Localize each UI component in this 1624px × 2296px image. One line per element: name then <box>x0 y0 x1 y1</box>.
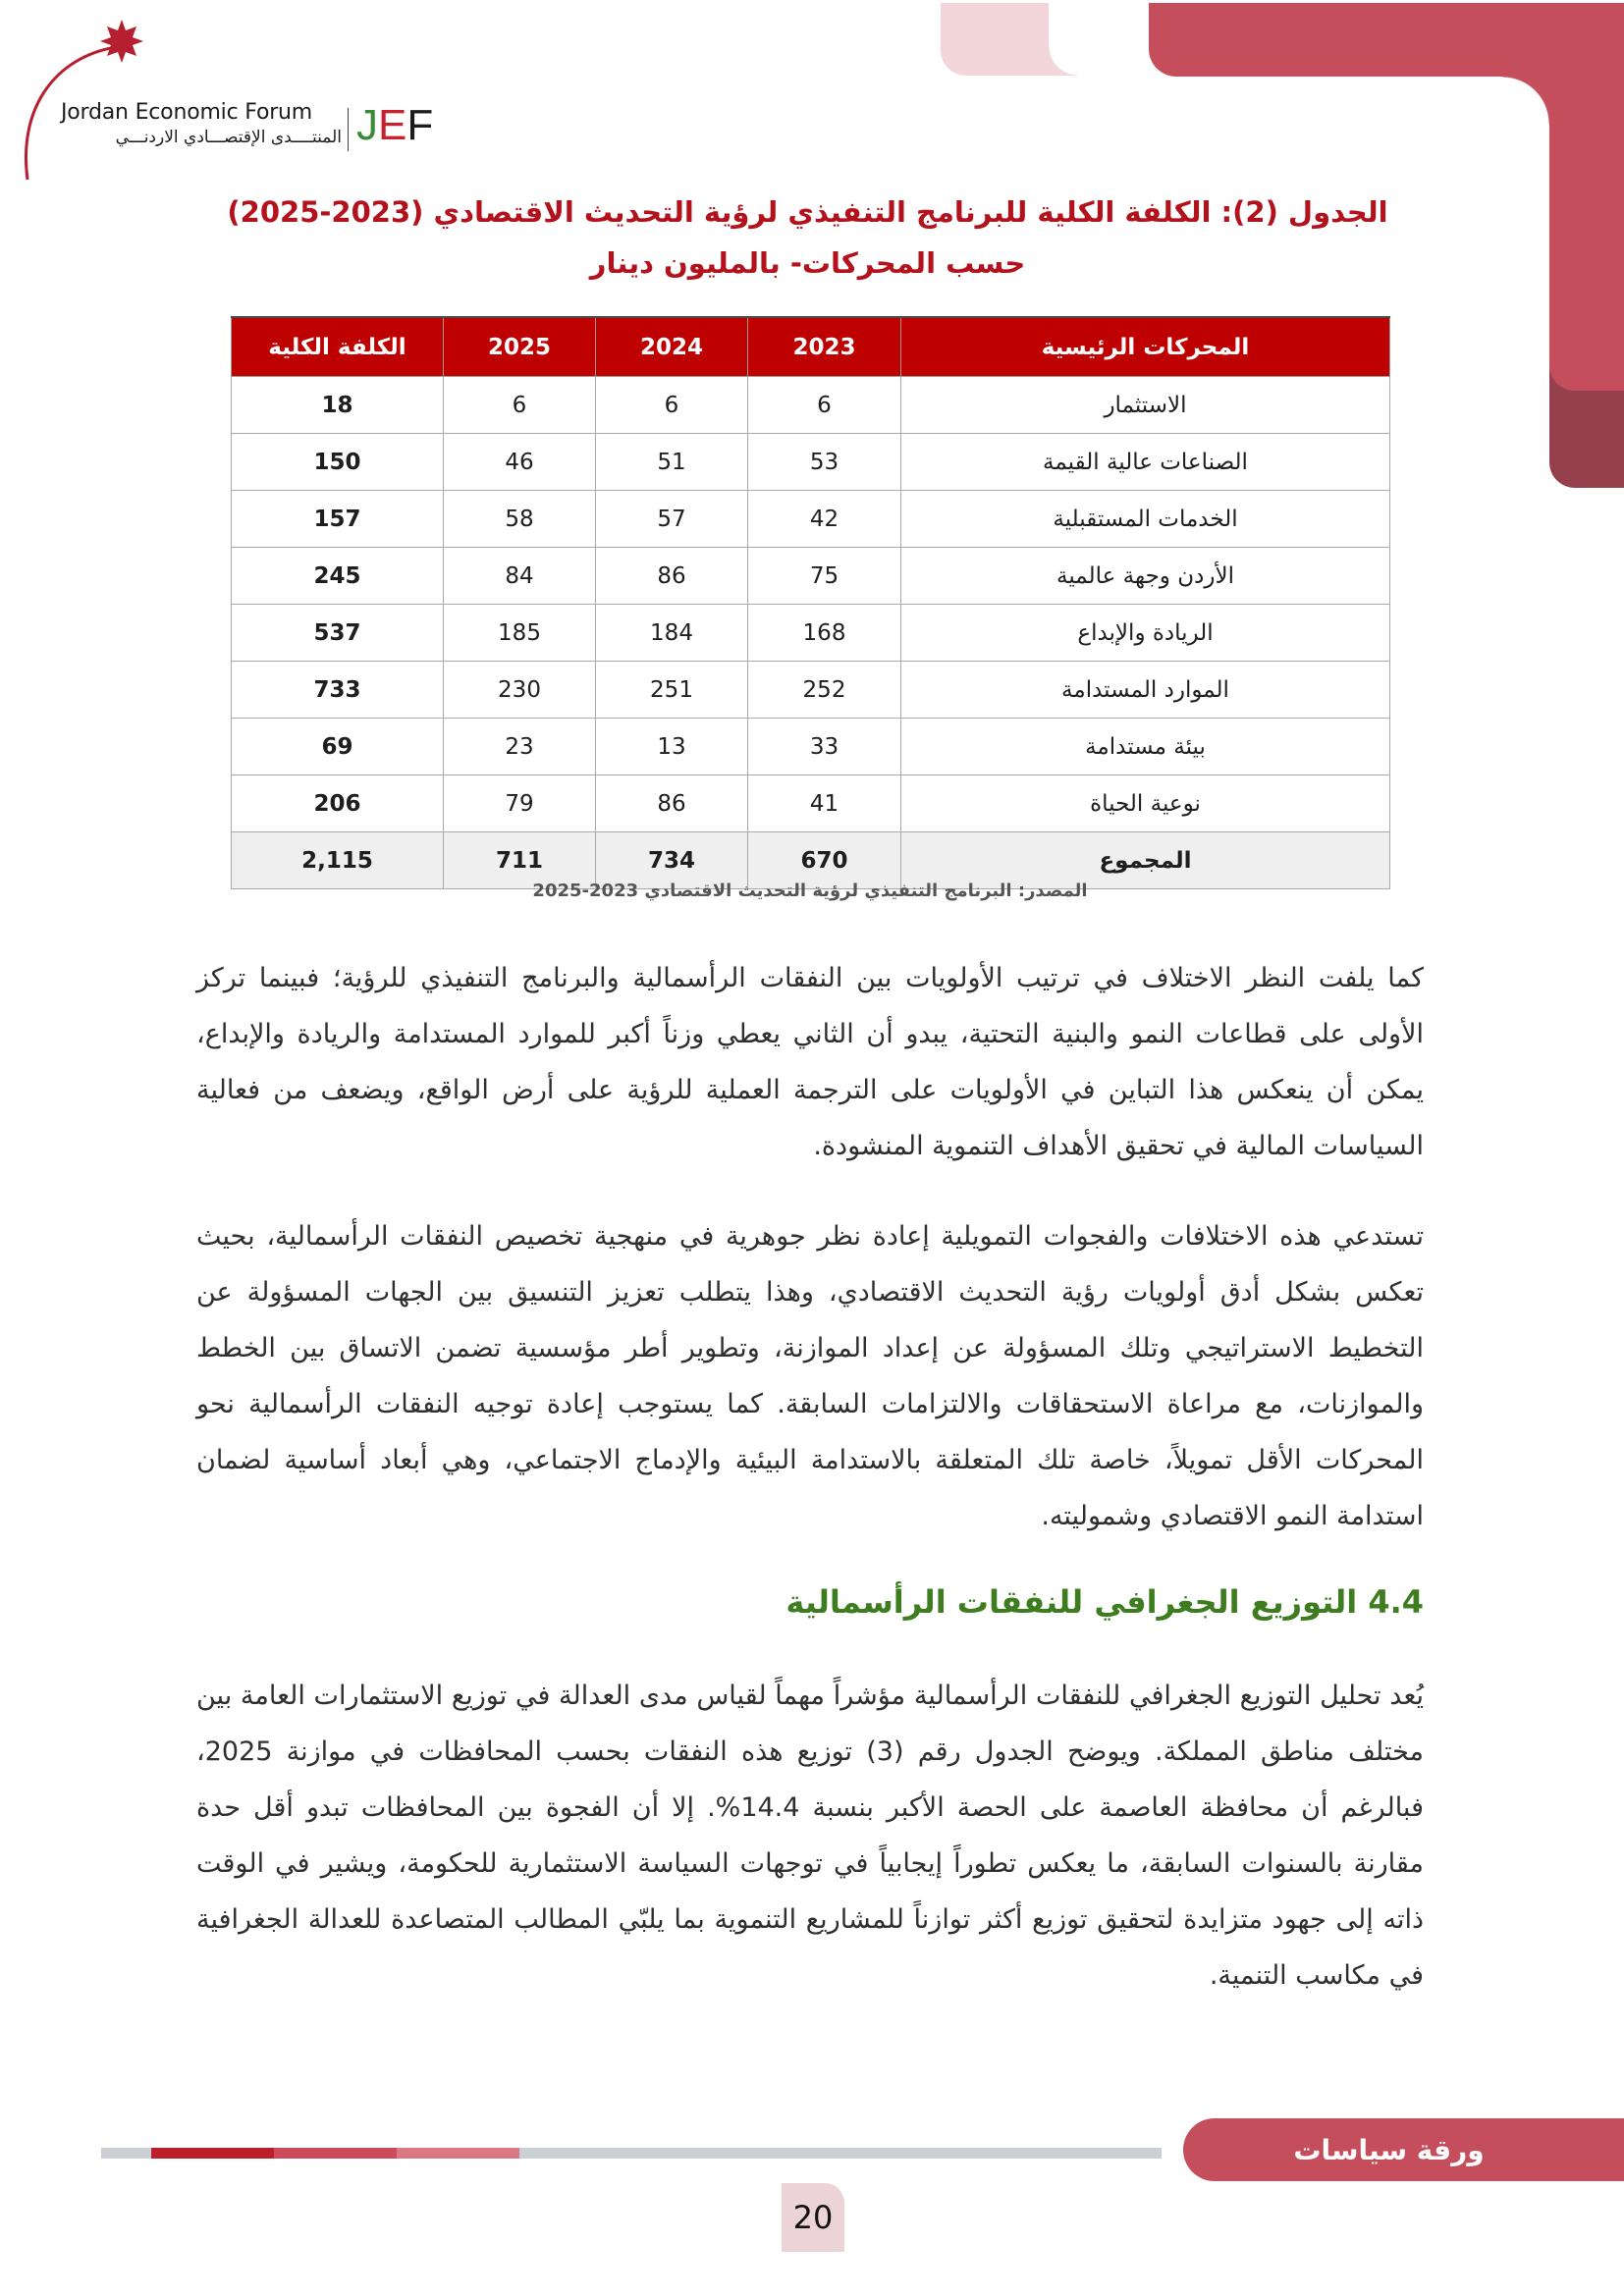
footer-bar-segment <box>274 2148 397 2159</box>
value-cell: 6 <box>748 377 901 434</box>
value-cell: 6 <box>596 377 748 434</box>
decorative-frame-side <box>1549 3 1624 391</box>
value-cell: 84 <box>444 548 596 605</box>
body-paragraph: تستدعي هذه الاختلافات والفجوات التمويلية إعادة نظر جوهرية في منهجية تخصيص النفقات الرأسمالية، بحيث تعكس بشكل أدق أولويات رؤية التحديث الاقتصادي، وهذا يتطلب تعزيز التنسيق بين الجهات المسؤولة عن التخطيط الاستراتيجي وتلك المسؤولة عن إعداد الموازنة، وتطوير أطر مؤسسية تضمن الاتساق بين الخطط والموازنات، مع مراعاة الاستحقاقات والالتزامات السابقة. كما يستوجب إعادة توجيه النفقات الرأسمالية نحو المحركات الأقل تمويلاً، خاصة تلك المتعلقة بالاستدامة البيئية والإدماج الاجتماعي، وهي أبعاد أساسية لضمان استدامة النمو الاقتصادي وشموليته. <box>196 1221 1424 1531</box>
footer-document-type-badge <box>1183 2118 1624 2181</box>
table-source-note: المصدر: البرنامج التنفيذي لرؤية التحديث الاقتصادي 2023-2025 <box>532 881 1088 901</box>
body-paragraph: يُعد تحليل التوزيع الجغرافي للنفقات الرأسمالية مؤشراً مهماً لقياس مدى العدالة في توزيع الاستثمارات العامة بين مختلف مناطق المملكة. ويوضح الجدول رقم (3) توزيع هذه النفقات بحسب المحافظات في موازنة 2025، فبالرغم أن محافظة العاصمة على الحصة الأكبر بنسبة 14.4%. إلا أن الفجوة بين المحافظات تبدو أقل حدة مقارنة بالسنوات السابقة، ما يعكس تطوراً إيجابياً في توجهات السياسة الاستثمارية للحكومة، ويشير في الوقت ذاته إلى جهود متزايدة لتحقيق توزيع أكثر توازناً للمشاريع التنموية بما يلبّي المطالب المتصاعدة للعدالة الجغرافية في مكاسب التنمية. <box>196 1681 1424 1991</box>
table-row <box>232 775 1390 832</box>
column-header: 2025 <box>444 317 596 377</box>
value-cell: 251 <box>596 662 748 719</box>
driver-cell: بيئة مستدامة <box>901 719 1390 775</box>
value-cell: 252 <box>748 662 901 719</box>
section-heading: 4.4 التوزيع الجغرافي للنفقات الرأسمالية <box>785 1583 1424 1621</box>
table-row <box>232 548 1390 605</box>
column-header: 2024 <box>596 317 748 377</box>
total-cell: 206 <box>232 775 444 832</box>
sum-cell: 711 <box>444 832 596 889</box>
total-label-cell: المجموع <box>901 832 1390 889</box>
table-title: الجدول (2): الكلفة الكلية للبرنامج التنفيذي لرؤية التحديث الاقتصادي (2023-2025) حسب المحركات- بالمليون دينار <box>227 195 1388 280</box>
table-row <box>232 377 1390 434</box>
value-cell: 168 <box>748 605 901 662</box>
driver-cell: الاستثمار <box>901 377 1390 434</box>
table-row <box>232 662 1390 719</box>
column-header: المحركات الرئيسية <box>901 317 1390 377</box>
body-paragraph: كما يلفت النظر الاختلاف في ترتيب الأولويات بين النفقات الرأسمالية والبرنامج التنفيذي للرؤية؛ فبينما تركز الأولى على قطاعات النمو والبنية التحتية، يبدو أن الثاني يعطي وزناً أكبر للموارد المستدامة والريادة والإبداع، يمكن أن ينعكس هذا التباين في الأولويات على الترجمة العملية للرؤية على أرض الواقع، ويضعف من فعالية السياسات المالية في تحقيق الأهداف التنموية المنشودة. <box>196 963 1424 1161</box>
table-row <box>232 434 1390 491</box>
total-cell: 150 <box>232 434 444 491</box>
driver-cell: نوعية الحياة <box>901 775 1390 832</box>
value-cell: 75 <box>748 548 901 605</box>
value-cell: 51 <box>596 434 748 491</box>
logo-name-arabic: المنتــــدى الإقتصـــادي الاردنـــي <box>115 128 342 147</box>
value-cell: 86 <box>596 775 748 832</box>
column-header: الكلفة الكلية <box>232 317 444 377</box>
sum-cell: 734 <box>596 832 748 889</box>
table-row <box>232 491 1390 548</box>
value-cell: 41 <box>748 775 901 832</box>
column-header: 2023 <box>748 317 901 377</box>
total-cell: 18 <box>232 377 444 434</box>
footer-bar-segment <box>397 2148 519 2159</box>
value-cell: 13 <box>596 719 748 775</box>
logo-abbreviation: JEF <box>356 101 434 149</box>
value-cell: 185 <box>444 605 596 662</box>
decorative-tab-pink <box>941 3 1049 76</box>
logo-name-english: Jordan Economic Forum <box>61 100 313 125</box>
total-cell: 733 <box>232 662 444 719</box>
value-cell: 33 <box>748 719 901 775</box>
value-cell: 6 <box>444 377 596 434</box>
table-header-row <box>232 317 1390 377</box>
grand-total-cell: 2,115 <box>232 832 444 889</box>
value-cell: 46 <box>444 434 596 491</box>
value-cell: 79 <box>444 775 596 832</box>
value-cell: 57 <box>596 491 748 548</box>
jef-logo <box>18 18 434 185</box>
driver-cell: الخدمات المستقبلية <box>901 491 1390 548</box>
value-cell: 58 <box>444 491 596 548</box>
value-cell: 230 <box>444 662 596 719</box>
table-row <box>232 719 1390 775</box>
driver-cell: الصناعات عالية القيمة <box>901 434 1390 491</box>
value-cell: 86 <box>596 548 748 605</box>
total-cell: 157 <box>232 491 444 548</box>
driver-cell: الموارد المستدامة <box>901 662 1390 719</box>
page-number: 20 <box>782 2183 844 2252</box>
total-cell: 245 <box>232 548 444 605</box>
footer-label: ورقة سياسات <box>1293 2133 1485 2166</box>
cost-by-driver-table <box>231 316 1390 889</box>
value-cell: 42 <box>748 491 901 548</box>
logo-divider <box>348 108 349 151</box>
driver-cell: الأردن وجهة عالمية <box>901 548 1390 605</box>
total-cell: 537 <box>232 605 444 662</box>
total-cell: 69 <box>232 719 444 775</box>
footer-bar-segment <box>151 2148 274 2159</box>
decorative-frame-corner <box>1502 77 1549 124</box>
value-cell: 53 <box>748 434 901 491</box>
value-cell: 184 <box>596 605 748 662</box>
sum-cell: 670 <box>748 832 901 889</box>
value-cell: 23 <box>444 719 596 775</box>
driver-cell: الريادة والإبداع <box>901 605 1390 662</box>
table-row <box>232 605 1390 662</box>
